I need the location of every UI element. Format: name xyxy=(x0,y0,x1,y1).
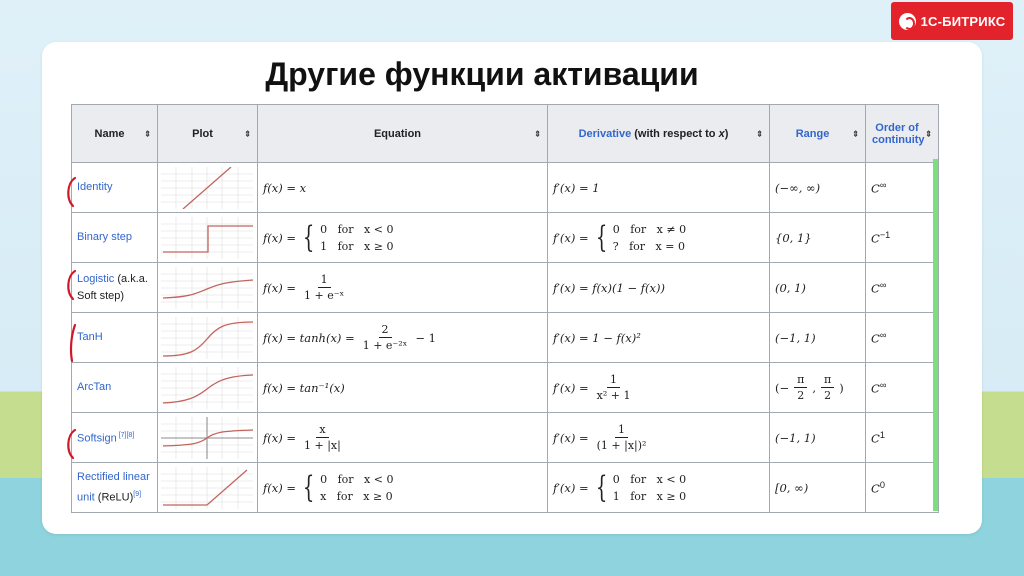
derivative-cell: f′(x) = $\frac{1}{\text{x² + 1}}$ xyxy=(548,363,770,413)
function-name-cell xyxy=(72,363,158,413)
range-cell: (−∞, ∞) xyxy=(770,163,866,213)
table-row xyxy=(72,413,939,463)
relu-plot xyxy=(161,467,253,509)
table-row xyxy=(72,363,939,413)
function-name-cell xyxy=(72,413,158,463)
arctan-plot xyxy=(161,367,253,409)
plot-cell xyxy=(158,163,258,213)
derivative-cell: f′(x) = f(x)(1 − f(x)) xyxy=(548,263,770,313)
reference-link[interactable]: [7][8] xyxy=(116,432,135,440)
equation-cell: f(x) = { 0 for x < 0 1 for x ≥ 0 xyxy=(258,213,548,263)
plot-cell xyxy=(158,213,258,263)
equation-cell: f(x) = tan⁻¹(x) xyxy=(258,363,548,413)
annotation-mark xyxy=(66,322,78,364)
function-name-cell: Logistic (a.k.a. Soft step) xyxy=(72,263,158,313)
function-name-cell xyxy=(72,163,158,213)
header-range[interactable] xyxy=(770,105,866,163)
header-name[interactable]: Name ⇕ xyxy=(72,105,158,163)
equation-cell: f(x) = { 0 for x < 0 x for x ≥ 0 xyxy=(258,463,548,513)
logo-text: 1С-БИТРИКС xyxy=(920,13,1006,29)
annotation-mark xyxy=(64,427,78,461)
equation-cell: f(x) = $\frac{1}{\text{1 + e⁻ˣ}}$ xyxy=(258,263,548,313)
annotation-mark xyxy=(64,175,78,209)
brace-glyph: { xyxy=(595,469,607,505)
bitrix-logo xyxy=(891,2,1013,40)
softsign-plot xyxy=(161,417,253,459)
brace-glyph: { xyxy=(595,219,607,255)
range-cell: (0, 1) xyxy=(770,263,866,313)
order-link[interactable]: Order of continuity xyxy=(872,121,925,146)
derivative-cell: f′(x) = 1 xyxy=(548,163,770,213)
order-cell: $C^0$ xyxy=(866,463,939,513)
table-header-row xyxy=(72,105,939,163)
header-order[interactable] xyxy=(866,105,939,163)
sort-icon[interactable]: ⇕ xyxy=(144,129,151,138)
equation-cell: f(x) = x xyxy=(258,163,548,213)
range-cell: [0, ∞) xyxy=(770,463,866,513)
table-row xyxy=(72,313,939,363)
header-equation[interactable]: Equation ⇕ xyxy=(258,105,548,163)
function-link-relu[interactable]: Rectified linear unit xyxy=(77,470,150,504)
sort-icon[interactable]: ⇕ xyxy=(756,129,763,138)
header-derivative[interactable]: Derivative (with respect to x) ⇕ xyxy=(548,105,770,163)
function-link-softsign[interactable]: Softsign xyxy=(77,432,117,445)
slide-card xyxy=(42,42,982,534)
plot-cell xyxy=(158,363,258,413)
function-link-identity[interactable]: Identity xyxy=(77,181,113,193)
table-row xyxy=(72,213,939,263)
range-cell: (−1, 1) xyxy=(770,313,866,363)
derivative-cell: f′(x) = $\frac{1}{\text{(1 + |x|)²}}$ xyxy=(548,413,770,463)
reference-link[interactable]: [9] xyxy=(133,490,142,498)
sort-icon[interactable]: ⇕ xyxy=(534,129,541,138)
function-link-logistic[interactable]: Logistic xyxy=(77,272,115,285)
slide-title: Другие функции активации xyxy=(265,56,699,92)
identity-plot xyxy=(161,167,253,209)
table-row xyxy=(72,463,939,513)
order-cell: C∞ xyxy=(866,163,939,213)
sort-icon[interactable]: ⇕ xyxy=(852,129,859,138)
order-cell: $C^1$ xyxy=(866,413,939,463)
range-cell: {0, 1} xyxy=(770,213,866,263)
function-name-cell xyxy=(72,313,158,363)
derivative-cell: f′(x) = { 0 for x ≠ 0 ? for x = 0 xyxy=(548,213,770,263)
order-cell: C∞ xyxy=(866,363,939,413)
logistic-plot xyxy=(161,267,253,309)
plot-cell xyxy=(158,463,258,513)
derivative-link[interactable]: Derivative xyxy=(578,127,632,140)
sort-icon[interactable]: ⇕ xyxy=(244,129,251,138)
bitrix-logo-icon xyxy=(899,13,916,30)
order-cell: C∞ xyxy=(866,263,939,313)
function-name-cell: Rectified linear unit (ReLU)[9] xyxy=(72,463,158,513)
range-cell: (− $\frac{\pi}{2}$ , $\frac{\pi}{2}$ ) xyxy=(770,363,866,413)
plot-cell xyxy=(158,263,258,313)
brace-glyph: { xyxy=(302,469,315,505)
brace-glyph: { xyxy=(302,219,315,255)
sort-icon[interactable]: ⇕ xyxy=(925,129,932,138)
range-cell: (−1, 1) xyxy=(770,413,866,463)
function-name-cell xyxy=(72,213,158,263)
derivative-cell: f′(x) = { 0 for x < 0 1 for x ≥ 0 xyxy=(548,463,770,513)
order-cell: C∞ xyxy=(866,313,939,363)
tanh-plot xyxy=(161,317,253,359)
plot-cell xyxy=(158,313,258,363)
table-row xyxy=(72,263,939,313)
order-cell: $C^{-1}$ xyxy=(866,213,939,263)
derivative-cell: f′(x) = 1 − f(x)² xyxy=(548,313,770,363)
annotation-mark xyxy=(64,268,78,302)
plot-cell xyxy=(158,413,258,463)
function-link-arctan[interactable]: ArcTan xyxy=(77,381,112,393)
function-link-tanh[interactable]: TanH xyxy=(77,331,103,343)
range-link[interactable]: Range xyxy=(795,127,830,140)
header-plot[interactable]: Plot ⇕ xyxy=(158,105,258,163)
binary-step-plot xyxy=(161,217,253,259)
activation-functions-table xyxy=(71,104,939,513)
scrollbar-strip[interactable] xyxy=(933,159,938,511)
table-row xyxy=(72,163,939,213)
function-link-binary-step[interactable]: Binary step xyxy=(77,231,133,243)
equation-cell: f(x) = tanh(x) = $\frac{2}{\text{1 + e⁻²ˣ}}$ − 1 xyxy=(258,313,548,363)
equation-cell: f(x) = $\frac{x}{1 + |x|}$ xyxy=(258,413,548,463)
